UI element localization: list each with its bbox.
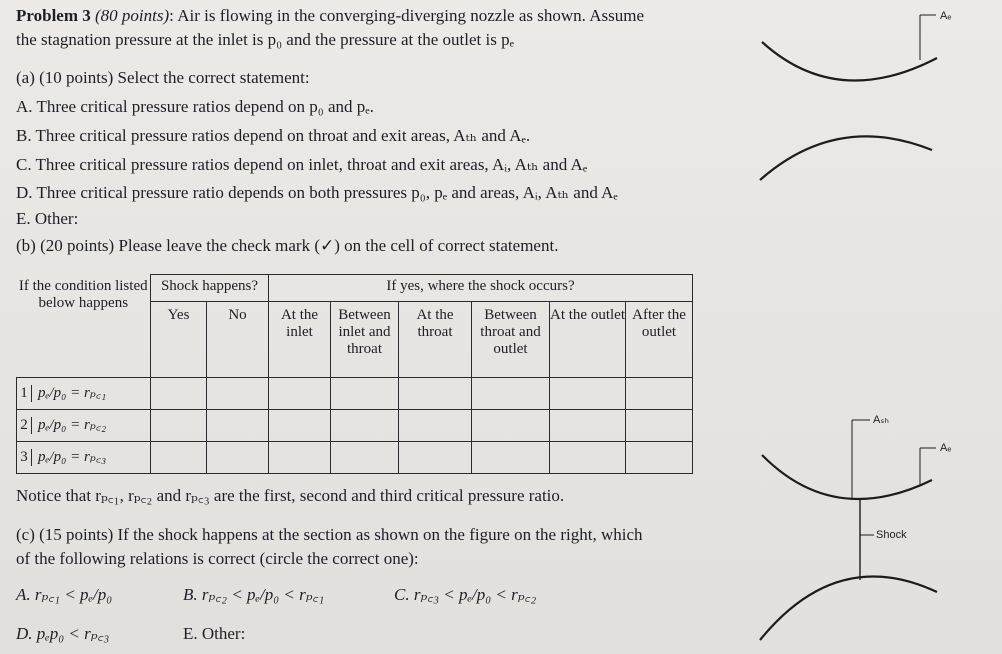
problem-heading	[16, 6, 644, 26]
cell-yes[interactable]	[151, 410, 207, 442]
part-c-option-b[interactable]: B. rₚ꜀₂ < pₑ/p₀ < rₚ꜀₁	[183, 585, 325, 604]
problem-intro-1: : Air is flowing in the converging-diverging nozzle as shown. Assume	[169, 6, 644, 25]
problem-points: (80 points)	[95, 6, 170, 25]
nozzle-figures	[742, 0, 1002, 654]
cell-between-inlet-throat[interactable]	[331, 378, 399, 410]
header-between-inlet-throat: Between inlet and throat	[331, 302, 399, 378]
row-condition	[17, 378, 151, 410]
cell-at-outlet[interactable]	[550, 410, 626, 442]
header-yes: Yes	[151, 302, 207, 378]
cell-after-outlet[interactable]	[626, 378, 693, 410]
part-c-option-a[interactable]: A. rₚ꜀₁ < pₑ/p₀	[16, 585, 113, 604]
label-exit-area-top: Aₑ	[940, 10, 952, 22]
cell-between-throat-outlet[interactable]	[472, 410, 550, 442]
cell-yes[interactable]	[151, 378, 207, 410]
part-a-option-e[interactable]: E. Other:	[16, 209, 79, 228]
header-between-throat-outlet: Between throat and outlet	[472, 302, 550, 378]
part-a-option-c[interactable]: C. Three critical pressure ratios depend on inlet, throat and exit areas, Aᵢ, Aₜₕ and Aₑ	[16, 155, 588, 174]
part-b-label: (b) (20 points) Please leave the check mark (✓) on the cell of correct statement.	[16, 236, 559, 255]
header-where-shock: If yes, where the shock occurs?	[269, 275, 693, 302]
header-at-outlet: At the outlet	[550, 302, 626, 378]
cell-no[interactable]	[207, 410, 269, 442]
row-condition	[17, 442, 151, 474]
cell-at-outlet[interactable]	[550, 378, 626, 410]
row-condition-text: pₑ/p₀ = rₚ꜀₂	[38, 417, 107, 433]
header-at-throat: At the throat	[399, 302, 472, 378]
cell-between-throat-outlet[interactable]	[472, 378, 550, 410]
row-condition	[17, 410, 151, 442]
label-exit-area-bottom: Aₑ	[940, 442, 952, 454]
cell-yes[interactable]	[151, 442, 207, 474]
row-number: 3	[17, 449, 32, 466]
cell-between-inlet-throat[interactable]	[331, 410, 399, 442]
row-number: 2	[17, 417, 32, 434]
part-a-option-b[interactable]: B. Three critical pressure ratios depend on throat and exit areas, Aₜₕ and Aₑ.	[16, 126, 531, 145]
cell-at-inlet[interactable]	[269, 378, 331, 410]
table-row	[17, 442, 693, 474]
part-c-option-d[interactable]: D. pₑp₀ < rₚ꜀₃	[16, 624, 110, 643]
label-shock: Shock	[876, 529, 907, 541]
cell-at-outlet[interactable]	[550, 442, 626, 474]
cell-after-outlet[interactable]	[626, 410, 693, 442]
row-condition-text: pₑ/p₀ = rₚ꜀₁	[38, 385, 107, 401]
cell-no[interactable]	[207, 442, 269, 474]
part-a-label: (a) (10 points) Select the correct statement:	[16, 68, 310, 87]
part-c-label-1: (c) (15 points) If the shock happens at the section as shown on the figure on the right, which	[16, 525, 643, 544]
header-condition: If the condition listed below happens	[17, 275, 151, 378]
cell-after-outlet[interactable]	[626, 442, 693, 474]
nozzle-2-upper-wall	[762, 455, 932, 499]
header-no: No	[207, 302, 269, 378]
header-after-outlet: After the outlet	[626, 302, 693, 378]
cell-between-throat-outlet[interactable]	[472, 442, 550, 474]
nozzle-1-upper-wall	[760, 136, 932, 180]
header-at-inlet: At the inlet	[269, 302, 331, 378]
label-throat-area: Aₛₕ	[873, 414, 889, 426]
cell-at-inlet[interactable]	[269, 410, 331, 442]
problem-number: Problem 3	[16, 6, 91, 25]
nozzle-1-lower-wall	[762, 42, 937, 81]
row-number: 1	[17, 385, 32, 402]
cell-between-inlet-throat[interactable]	[331, 442, 399, 474]
cell-at-inlet[interactable]	[269, 442, 331, 474]
part-c-option-c[interactable]: C. rₚ꜀₃ < pₑ/p₀ < rₚ꜀₂	[394, 585, 537, 604]
shock-table	[16, 274, 693, 474]
cell-at-throat[interactable]	[399, 442, 472, 474]
nozzle-2-lower-wall	[760, 576, 937, 640]
cell-no[interactable]	[207, 378, 269, 410]
row-condition-text: pₑ/p₀ = rₚ꜀₃	[38, 449, 107, 465]
table-row	[17, 378, 693, 410]
cell-at-throat[interactable]	[399, 378, 472, 410]
part-a-option-a[interactable]: A. Three critical pressure ratios depend on p₀ and pₑ.	[16, 97, 374, 116]
problem-intro-2: the stagnation pressure at the inlet is p₀ and the pressure at the outlet is pₑ	[16, 30, 514, 49]
part-c-label-2: of the following relations is correct (circle the correct one):	[16, 549, 419, 568]
part-a-option-d[interactable]: D. Three critical pressure ratio depends on both pressures p₀, pₑ and areas, Aᵢ, Aₜₕ and Aₑ	[16, 183, 618, 202]
header-shock-happens: Shock happens?	[151, 275, 269, 302]
critical-ratio-notice: Notice that rₚ꜀₁, rₚ꜀₂ and rₚ꜀₃ are the first, second and third critical pressure ratio.	[16, 486, 565, 505]
part-c-option-e[interactable]: E. Other:	[183, 624, 246, 643]
cell-at-throat[interactable]	[399, 410, 472, 442]
table-row	[17, 410, 693, 442]
